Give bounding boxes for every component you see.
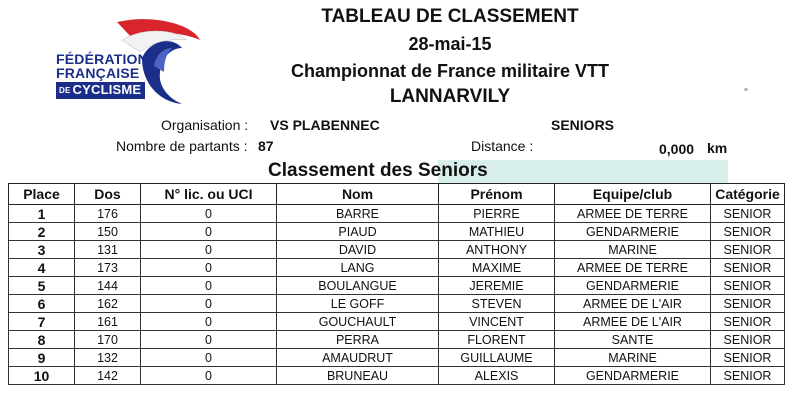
cell-dos: 142 [75, 367, 141, 385]
table-row [9, 331, 785, 349]
cell-dos: 173 [75, 259, 141, 277]
organisation-label: Organisation : [161, 117, 249, 133]
cell-prenom: STEVEN [439, 295, 555, 313]
cell-licence: 0 [141, 205, 277, 223]
table-header-row [9, 184, 785, 205]
cell-categorie: SENIOR [711, 313, 785, 331]
header-place: Place [9, 184, 75, 205]
cell-licence: 0 [141, 241, 277, 259]
section-title-highlight: Seniors [417, 160, 488, 181]
cell-categorie: SENIOR [711, 331, 785, 349]
table-row [9, 295, 785, 313]
cell-licence: 0 [141, 295, 277, 313]
cell-place: 10 [9, 367, 75, 385]
cell-place: 6 [9, 295, 75, 313]
cell-prenom: MATHIEU [439, 223, 555, 241]
cell-place: 2 [9, 223, 75, 241]
cell-categorie: SENIOR [711, 277, 785, 295]
section-title-prefix: Classement des [268, 160, 418, 181]
cell-licence: 0 [141, 277, 277, 295]
cell-nom: BRUNEAU [277, 367, 439, 385]
cell-dos: 161 [75, 313, 141, 331]
cell-categorie: SENIOR [711, 295, 785, 313]
table-row [9, 223, 785, 241]
event-location: LANNARVILY [389, 86, 511, 107]
cell-equipe: GENDARMERIE [555, 277, 711, 295]
cell-place: 5 [9, 277, 75, 295]
logo-line1: FÉDÉRATION [56, 51, 148, 67]
cell-equipe: MARINE [555, 349, 711, 367]
cell-licence: 0 [141, 331, 277, 349]
cell-categorie: SENIOR [711, 241, 785, 259]
table-row [9, 241, 785, 259]
cell-categorie: SENIOR [711, 223, 785, 241]
cell-nom: LE GOFF [277, 295, 439, 313]
cell-nom: DAVID [277, 241, 439, 259]
cell-prenom: PIERRE [439, 205, 555, 223]
cell-categorie: SENIOR [711, 259, 785, 277]
partants-label: Nombre de partants : [116, 138, 248, 154]
cell-place: 9 [9, 349, 75, 367]
logo-line3-box [56, 82, 145, 99]
cell-dos: 144 [75, 277, 141, 295]
logo-line3: CYCLISME [72, 82, 142, 97]
logo-line2: FRANÇAISE [56, 65, 140, 81]
cell-categorie: SENIOR [711, 349, 785, 367]
cell-equipe: MARINE [555, 241, 711, 259]
cell-prenom: MAXIME [439, 259, 555, 277]
cell-licence: 0 [141, 313, 277, 331]
cell-equipe: ARMEE DE TERRE [555, 259, 711, 277]
distance-label: Distance : [471, 138, 534, 154]
cell-prenom: FLORENT [439, 331, 555, 349]
cell-prenom: GUILLAUME [439, 349, 555, 367]
cell-dos: 150 [75, 223, 141, 241]
cell-nom: PIAUD [277, 223, 439, 241]
cell-place: 1 [9, 205, 75, 223]
partants-value: 87 [258, 138, 274, 154]
cell-equipe: ARMEE DE L'AIR [555, 295, 711, 313]
cell-licence: 0 [141, 349, 277, 367]
cell-licence: 0 [141, 223, 277, 241]
cell-nom: PERRA [277, 331, 439, 349]
table-row [9, 205, 785, 223]
cell-dos: 162 [75, 295, 141, 313]
cell-prenom: ANTHONY [439, 241, 555, 259]
cell-nom: LANG [277, 259, 439, 277]
cell-dos: 170 [75, 331, 141, 349]
event-date: 28-mai-15 [408, 34, 492, 54]
table-row [9, 259, 785, 277]
cell-nom: BARRE [277, 205, 439, 223]
cell-dos: 132 [75, 349, 141, 367]
header-equipe: Equipe/club [555, 184, 711, 205]
cell-equipe: ARMEE DE TERRE [555, 205, 711, 223]
cell-equipe: GENDARMERIE [555, 367, 711, 385]
cell-place: 4 [9, 259, 75, 277]
cell-nom: AMAUDRUT [277, 349, 439, 367]
header-nom: Nom [277, 184, 439, 205]
cell-licence: 0 [141, 259, 277, 277]
cell-equipe: ARMEE DE L'AIR [555, 313, 711, 331]
distance-value: 0,000 [659, 141, 695, 157]
header-prenom: Prénom [439, 184, 555, 205]
section-title [268, 160, 488, 182]
cell-dos: 176 [75, 205, 141, 223]
cell-equipe: SANTE [555, 331, 711, 349]
cell-place: 8 [9, 331, 75, 349]
header-licence: N° lic. ou UCI [141, 184, 277, 205]
cell-dos: 131 [75, 241, 141, 259]
logo-line3-prefix: DE [59, 85, 71, 95]
table-row [9, 349, 785, 367]
cell-place: 3 [9, 241, 75, 259]
cell-nom: BOULANGUE [277, 277, 439, 295]
header-categorie: Catégorie [711, 184, 785, 205]
table-row [9, 367, 785, 385]
header-dos: Dos [75, 184, 141, 205]
cell-place: 7 [9, 313, 75, 331]
cell-prenom: JEREMIE [439, 277, 555, 295]
page-title: TABLEAU DE CLASSEMENT [321, 6, 579, 27]
cell-categorie: SENIOR [711, 205, 785, 223]
organisation-value: VS PLABENNEC [270, 117, 380, 133]
cell-prenom: VINCENT [439, 313, 555, 331]
event-name: Championnat de France militaire VTT [290, 61, 610, 81]
cell-prenom: ALEXIS [439, 367, 555, 385]
cell-equipe: GENDARMERIE [555, 223, 711, 241]
table-row [9, 313, 785, 331]
table-row [9, 277, 785, 295]
cell-licence: 0 [141, 367, 277, 385]
results-table [8, 183, 785, 385]
ffc-logo [22, 18, 208, 106]
category-label: SENIORS [551, 117, 615, 133]
cell-nom: GOUCHAULT [277, 313, 439, 331]
distance-unit: km [707, 140, 728, 156]
scan-dot [744, 88, 748, 91]
cell-categorie: SENIOR [711, 367, 785, 385]
